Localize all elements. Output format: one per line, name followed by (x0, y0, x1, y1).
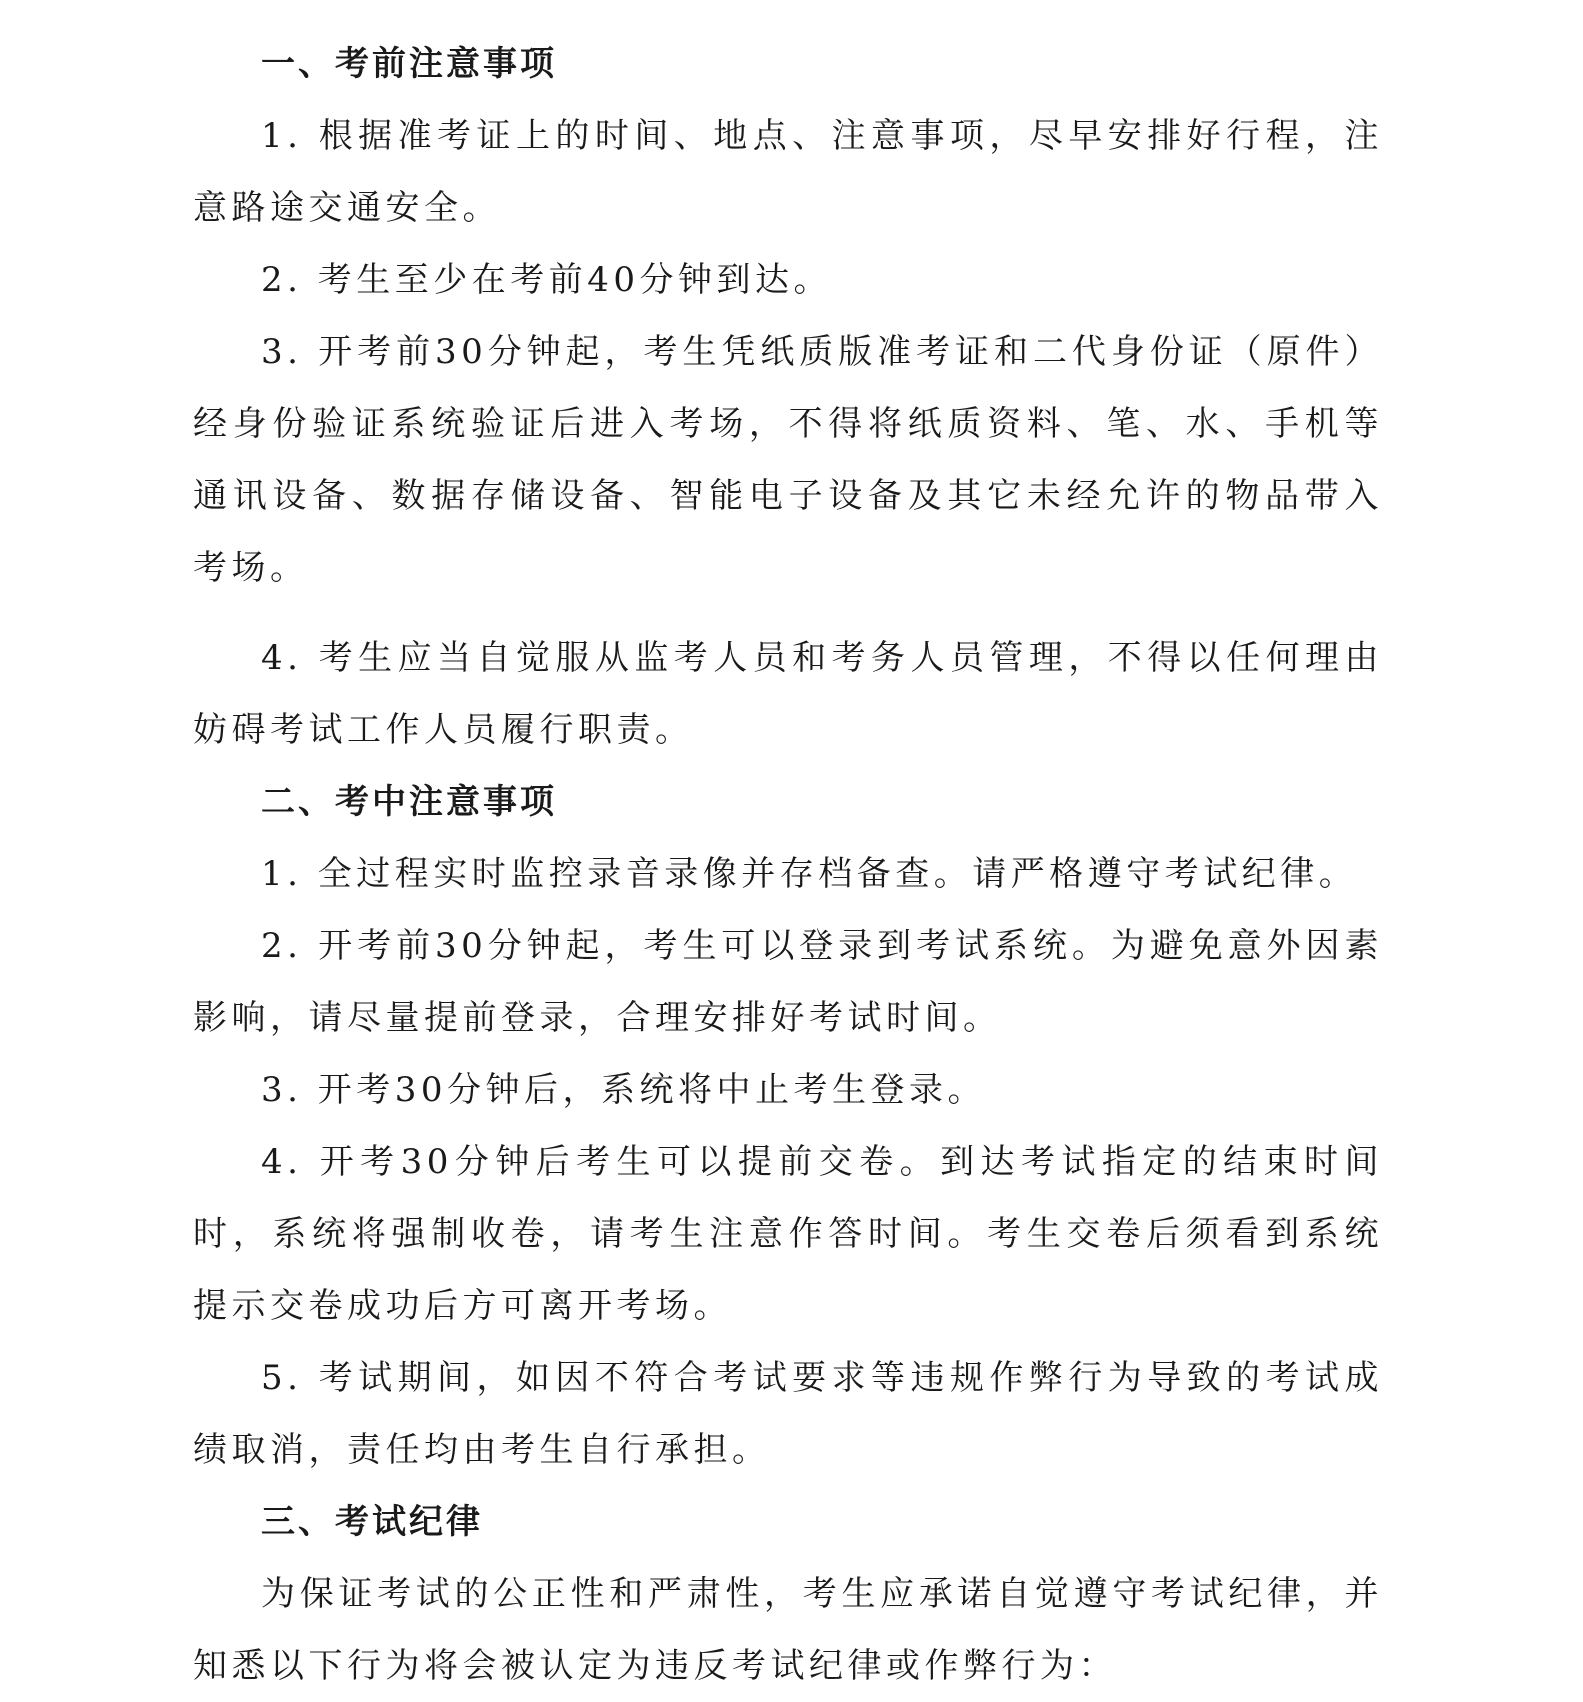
during-exam-item-1: 1. 全过程实时监控录音录像并存档备查。请严格遵守考试纪律。 (261, 854, 1358, 894)
section-heading-pre-exam: 一、考前注意事项 (261, 44, 557, 84)
pre-exam-item-3: 3. 开考前30分钟起，考生凭纸质版准考证和二代身份证（原件）经身份验证系统验证后进入考场，不得将纸质资料、笔、水、手机等通讯设备、数据存储设备、智能电子设备及其它未经允许的物品带入考场。 (193, 332, 1383, 588)
discipline-intro: 为保证考试的公正性和严肃性，考生应承诺自觉遵守考试纪律，并知悉以下行为将会被认定为违反考试纪律或作弊行为： (193, 1574, 1383, 1686)
section-heading-discipline: 三、考试纪律 (261, 1502, 483, 1542)
during-exam-item-5: 5. 考试期间，如因不符合考试要求等违规作弊行为导致的考试成绩取消，责任均由考生自行承担。 (193, 1358, 1383, 1470)
during-exam-item-4: 4. 开考30分钟后考生可以提前交卷。到达考试指定的结束时间时，系统将强制收卷，请考生注意作答时间。考生交卷后须看到系统提示交卷成功后方可离开考场。 (193, 1142, 1383, 1326)
during-exam-item-2: 2. 开考前30分钟起，考生可以登录到考试系统。为避免意外因素影响，请尽量提前登录，合理安排好考试时间。 (193, 926, 1383, 1038)
document-body (193, 28, 1383, 1702)
pre-exam-item-2: 2. 考生至少在考前40分钟到达。 (261, 260, 833, 300)
during-exam-item-3: 3. 开考30分钟后，系统将中止考生登录。 (261, 1070, 987, 1110)
pre-exam-item-1: 1. 根据准考证上的时间、地点、注意事项，尽早安排好行程，注意路途交通安全。 (193, 116, 1383, 228)
section-heading-during-exam: 二、考中注意事项 (261, 782, 557, 822)
pre-exam-item-4: 4. 考生应当自觉服从监考人员和考务人员管理，不得以任何理由妨碍考试工作人员履行职责。 (193, 638, 1383, 750)
